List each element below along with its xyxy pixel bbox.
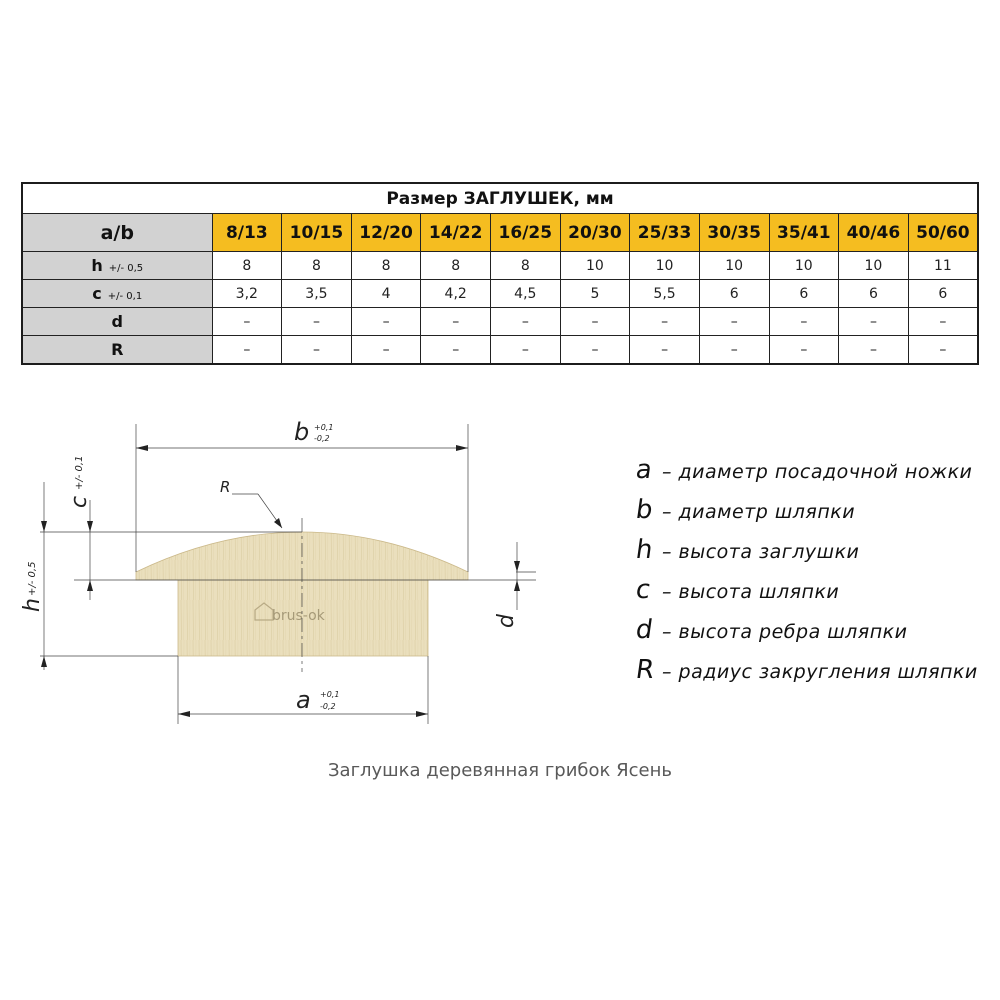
table-cell: – xyxy=(351,308,421,336)
c-label: c xyxy=(67,495,92,508)
table-cell: – xyxy=(630,336,700,365)
table-cell: – xyxy=(839,308,909,336)
legend-symbol: d xyxy=(633,615,655,645)
legend-item xyxy=(633,490,986,530)
size-table xyxy=(21,182,979,365)
legend-symbol: h xyxy=(633,535,655,565)
legend-description: – диаметр шляпки xyxy=(662,501,856,523)
legend-description: – радиус закругления шляпки xyxy=(662,661,978,683)
table-cell: – xyxy=(351,336,421,365)
table-cell: 11 xyxy=(908,252,978,280)
table-cell: 5 xyxy=(560,280,630,308)
table-cell: – xyxy=(212,336,282,365)
table-cell: – xyxy=(769,336,839,365)
table-cell: 10 xyxy=(630,252,700,280)
legend-symbol: b xyxy=(633,495,655,525)
h-tol: +/- 0,5 xyxy=(27,561,38,596)
size-header-cell: 30/35 xyxy=(699,214,769,252)
plug-drawing xyxy=(0,400,620,740)
row-label-R xyxy=(22,336,212,365)
size-header-cell: 12/20 xyxy=(351,214,421,252)
table-cell: 4,2 xyxy=(421,280,491,308)
b-tol-plus: +0,1 xyxy=(314,423,334,432)
table-cell: 10 xyxy=(769,252,839,280)
watermark-text: brus-ok xyxy=(272,608,325,624)
size-header-cell: 16/25 xyxy=(491,214,561,252)
row-tolerance: +/- 0,5 xyxy=(108,263,144,274)
table-cell: 8 xyxy=(212,252,282,280)
table-cell: – xyxy=(630,308,700,336)
legend-description: – высота шляпки xyxy=(662,581,840,603)
table-cell: 5,5 xyxy=(630,280,700,308)
legend-item xyxy=(633,570,986,610)
table-cell: – xyxy=(491,308,561,336)
table-cell: 6 xyxy=(769,280,839,308)
size-header-cell: 40/46 xyxy=(839,214,909,252)
table-cell: 10 xyxy=(699,252,769,280)
legend-description: – диаметр посадочной ножки xyxy=(662,461,973,483)
c-tol: +/- 0,1 xyxy=(74,455,85,490)
table-row xyxy=(22,252,978,280)
table-cell: 3,2 xyxy=(212,280,282,308)
size-header-cell: 35/41 xyxy=(769,214,839,252)
table-cell: 6 xyxy=(908,280,978,308)
row-label-text: d xyxy=(111,312,123,331)
size-header-cell: 25/33 xyxy=(630,214,700,252)
table-cell: 4,5 xyxy=(491,280,561,308)
size-header-cell: 20/30 xyxy=(560,214,630,252)
table-cell: 8 xyxy=(421,252,491,280)
b-label: b xyxy=(294,418,310,446)
row-label-d xyxy=(22,308,212,336)
legend-item xyxy=(633,450,986,490)
table-row xyxy=(22,280,978,308)
table-cell: – xyxy=(699,308,769,336)
table-cell: – xyxy=(560,336,630,365)
table-cell: – xyxy=(282,336,352,365)
table-cell: 10 xyxy=(839,252,909,280)
legend-symbol: c xyxy=(633,575,653,605)
a-tol-plus: +0,1 xyxy=(320,690,340,699)
row-tolerance: +/- 0,1 xyxy=(107,291,143,302)
table-cell: – xyxy=(560,308,630,336)
r-label: R xyxy=(220,478,231,496)
table-cell: 8 xyxy=(351,252,421,280)
table-cell: 6 xyxy=(699,280,769,308)
legend-symbol: a xyxy=(633,455,655,485)
legend xyxy=(633,450,986,690)
legend-description: – высота ребра шляпки xyxy=(662,621,908,643)
size-header-cell: 8/13 xyxy=(212,214,282,252)
legend-item xyxy=(633,650,986,690)
row-label-h xyxy=(22,252,212,280)
table-cell: – xyxy=(839,336,909,365)
table-cell: – xyxy=(491,336,561,365)
row-label-text: R xyxy=(111,340,124,359)
table-title: Размер ЗАГЛУШЕК, мм xyxy=(22,183,978,214)
d-label: d xyxy=(494,614,519,628)
table-cell: 8 xyxy=(282,252,352,280)
size-header-cell: 50/60 xyxy=(908,214,978,252)
header-label: a/b xyxy=(22,214,212,252)
legend-item xyxy=(633,530,986,570)
table-cell: – xyxy=(908,336,978,365)
row-label-text: h xyxy=(91,256,103,275)
caption: Заглушка деревянная грибок Ясень xyxy=(328,760,672,781)
legend-description: – высота заглушки xyxy=(662,541,860,563)
legend-item xyxy=(633,610,986,650)
table-cell: – xyxy=(282,308,352,336)
table-cell: – xyxy=(699,336,769,365)
row-label-text: c xyxy=(92,284,102,303)
table-cell: 4 xyxy=(351,280,421,308)
table-row xyxy=(22,308,978,336)
b-tol-minus: -0,2 xyxy=(314,434,330,443)
table-cell: 8 xyxy=(491,252,561,280)
a-tol-minus: -0,2 xyxy=(320,702,336,711)
table-cell: – xyxy=(908,308,978,336)
table-cell: 6 xyxy=(839,280,909,308)
legend-symbol: R xyxy=(633,655,657,685)
size-header-cell: 14/22 xyxy=(421,214,491,252)
table-row xyxy=(22,336,978,365)
a-label: a xyxy=(296,686,311,714)
row-label-c xyxy=(22,280,212,308)
table-cell: 10 xyxy=(560,252,630,280)
table-cell: – xyxy=(212,308,282,336)
table-cell: – xyxy=(421,336,491,365)
table-cell: 3,5 xyxy=(282,280,352,308)
table-cell: – xyxy=(769,308,839,336)
h-label: h xyxy=(20,598,45,612)
table-cell: – xyxy=(421,308,491,336)
size-header-cell: 10/15 xyxy=(282,214,352,252)
